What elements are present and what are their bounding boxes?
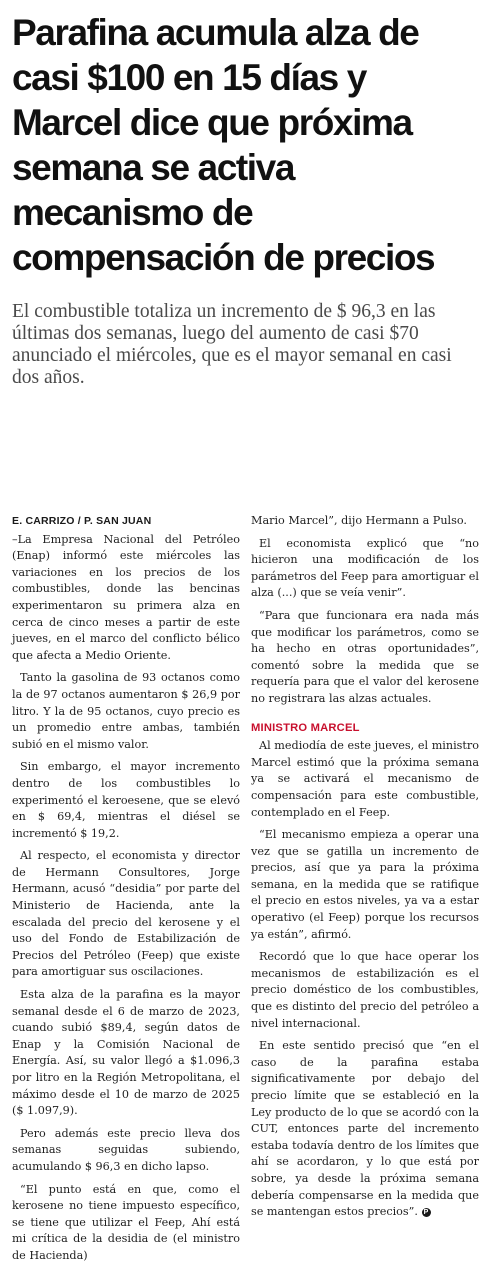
body-paragraph: Pero además este precio lleva dos semanas seguidas subiendo, acumulando $ 96,3 en dicho lapso. (12, 1126, 240, 1173)
body-paragraph-text: En este sentido precisó que “en el caso de la parafina estaba significativamente por debajo del precio límite que se estableció en la Ley producto de lo que se acordó con la CUT, entonces parte del incremento estaba todavía dentro de los límites que ahí se acordaron, y lo que está por sobre, ya desde la próxima semana debería compensarse en la medida que se mantengan estos precios”. (251, 1039, 479, 1219)
body-paragraph: Sin embargo, el mayor incremento dentro de los combustibles lo experimentó el keroesene, que se elevó en $ 69,4, mientras el diésel se incrementó $ 19,2. (12, 760, 240, 840)
body-paragraph: Mario Marcel”, dijo Hermann a Pulso. (251, 514, 467, 527)
body-paragraph-final (251, 1038, 479, 1221)
body-paragraph: Al mediodía de este jueves, el ministro Marcel estimó que la próxima semana ya se activará el mecanismo de compensación para este combustible, contemplado en el Feep. (251, 739, 479, 819)
article-column-right (251, 513, 479, 1227)
body-paragraph: “El punto está en que, como el kerosene no tiene impuesto específico, se tiene que utilizar el Feep, Ahí está mi crítica de la desidia de (el ministro de Hacienda) (12, 1182, 240, 1262)
byline: E. CARRIZO / P. SAN JUAN (12, 515, 152, 527)
body-paragraph: Al respecto, el economista y director de Hermann Consultores, Jorge Hermann, acusó “desidia” por parte del Ministerio de Hacienda, ante la escalada del precio del kerosene y el uso del Fondo de Estabilización de Precios del Petróleo (Feep) que existe para amortiguar sus oscilaciones. (12, 849, 240, 979)
article-column-left (12, 513, 240, 1271)
section-subhead: MINISTRO MARCEL (251, 721, 360, 734)
body-paragraph: “Para que funcionara era nada más que modificar los parámetros, como se ha hecho en otras oportunidades”, comentó sobre la medida que se requería para que el valor del kerosene no registrara las alzas actuales. (251, 608, 479, 705)
body-paragraph: “El mecanismo empieza a operar una vez que se gatilla un incremento de precios, así que ya para la próxima semana, en la medida que se ratifique el precio en estos niveles, ya va a estar operativo (el Feep) porque los recursos ya están”, afirmó. (251, 828, 479, 941)
lead-paragraph: El combustible totaliza un incremento de $ 96,3 en las últimas dos semanas, luego del aumento de casi $70 anunciado el miércoles, que es el mayor semanal en casi dos años. (12, 301, 452, 388)
body-paragraph: Tanto la gasolina de 93 octanos como la de 97 octanos aumentaron $ 26,9 por litro. Y la de 95 octanos, cuyo precio es un promedio entre ambas, también subió en el mismo valor. (12, 671, 240, 751)
end-of-article-icon: P (422, 1208, 431, 1217)
headline: Parafina acumula alza de casi $100 en 15 días y Marcel dice que próxima semana se activa mecanismo de compensación de precios (12, 12, 435, 278)
body-paragraph: El economista explicó que “no hicieron una modificación de los parámetros del Feep para amortiguar el alza (...) que se veía venir”. (251, 536, 479, 600)
body-paragraph: Esta alza de la parafina es la mayor semanal desde el 6 de marzo de 2023, cuando subió $89,4, según datos de Enap y la Comisión Nacional de Energía. Así, su valor llegó a $1.096,3 por litro en la Región Metropolitana, el máximo desde el 10 de marzo de 2025 ($ 1.097,9). (12, 988, 240, 1118)
body-paragraph: Recordó que lo que hace operar los mecanismos de estabilización es el precio doméstico de los combustibles, que es distinto del precio del petróleo a nivel internacional. (251, 950, 479, 1030)
body-paragraph: –La Empresa Nacional del Petróleo (Enap) informó este miércoles las variaciones en los precios de los combustibles, donde las bencinas experimentaron su primera alza en cerca de cinco meses a partir de este jueves, en el marco del conflicto bélico que afecta a Medio Oriente. (12, 532, 240, 662)
